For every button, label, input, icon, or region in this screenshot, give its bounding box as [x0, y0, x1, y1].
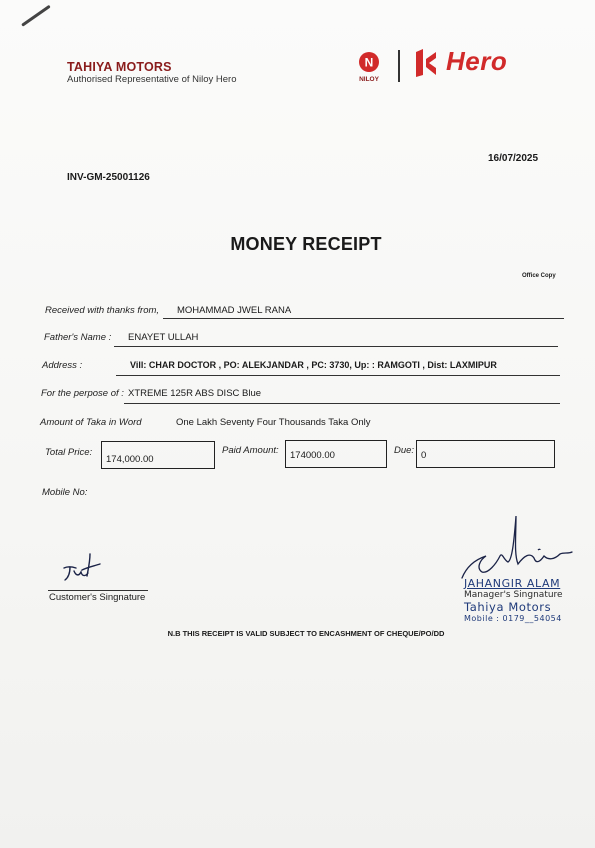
pin-mark — [21, 5, 51, 27]
father-value: ENAYET ULLAH — [128, 332, 199, 343]
address-value: Vill: CHAR DOCTOR , PO: ALEKJANDAR , PC: 3730, Up: : RAMGOTI , Dist: LAXMIPUR — [130, 360, 497, 370]
address-label: Address : — [42, 360, 83, 371]
hero-wordmark: Hero — [446, 46, 508, 76]
paid-amount-box — [285, 440, 387, 468]
paid-amount-label: Paid Amount: — [222, 445, 279, 456]
paid-amount-value: 174000.00 — [290, 449, 335, 461]
purpose-rule — [124, 403, 560, 404]
father-rule — [114, 346, 558, 347]
received-rule — [163, 318, 564, 319]
company-name: TAHIYA MOTORS — [67, 60, 172, 74]
receipt-title: MONEY RECEIPT — [230, 234, 382, 254]
mobile-label: Mobile No: — [42, 487, 88, 498]
total-price-value: 174,000.00 — [106, 453, 154, 465]
customer-signature-label: Customer's Singnature — [49, 592, 146, 603]
hero-logo-icon — [414, 48, 440, 78]
stamp-name: JAHANGIR ALAM — [464, 577, 561, 590]
amount-word-value: One Lakh Seventy Four Thousands Taka Only — [176, 417, 371, 428]
niloy-label: NILOY — [359, 76, 379, 83]
invoice-number: INV-GM-25001126 — [67, 172, 150, 183]
footer-note: N.B THIS RECEIPT IS VALID SUBJECT TO ENCASHMENT OF CHEQUE/PO/DD — [167, 629, 445, 638]
received-value: MOHAMMAD JWEL RANA — [177, 305, 292, 316]
svg-text:N: N — [364, 55, 374, 70]
stamp-mobile: Mobile : 0179__54054 — [464, 614, 562, 623]
manager-stamp — [464, 578, 576, 624]
office-copy-label: Office Copy — [522, 273, 556, 279]
due-value: 0 — [421, 449, 427, 461]
customer-signature-mark — [60, 546, 110, 584]
due-label: Due: — [394, 445, 415, 456]
purpose-label: For the perpose of : — [41, 388, 124, 399]
customer-signature-line — [48, 590, 148, 591]
due-box — [416, 440, 555, 468]
manager-signature-label: Manager's Singnature — [464, 590, 563, 600]
received-label: Received with thanks from, — [45, 305, 160, 316]
total-price-label: Total Price: — [45, 447, 93, 458]
niloy-logo — [356, 50, 384, 84]
amount-word-label: Amount of Taka in Word — [40, 417, 142, 428]
total-price-box — [101, 441, 215, 469]
stamp-company: Tahiya Motors — [464, 600, 552, 614]
manager-signature-mark — [456, 512, 578, 584]
receipt-date: 16/07/2025 — [488, 153, 539, 164]
company-subtitle: Authorised Representative of Niloy Hero — [67, 74, 237, 85]
father-label: Father's Name : — [44, 332, 112, 343]
purpose-value: XTREME 125R ABS DISC Blue — [128, 388, 262, 399]
address-rule — [116, 375, 560, 376]
logo-divider — [398, 50, 400, 82]
